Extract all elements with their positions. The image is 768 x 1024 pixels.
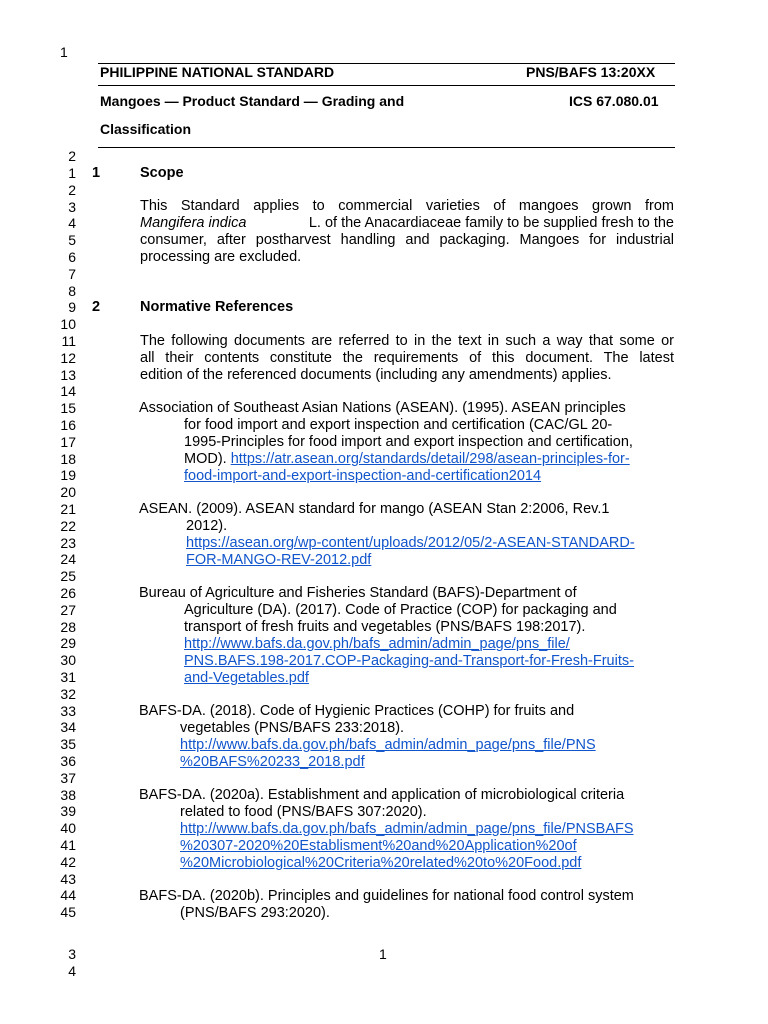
reference-link[interactable]: %20Microbiological%20Criteria%20related%20to%20Food.pdf [180, 855, 582, 871]
reference-link[interactable]: FOR-MANGO-REV-2012.pdf [186, 552, 372, 568]
reference-line: ASEAN. (2009). ASEAN standard for mango (ASEAN Stan 2:2006, Rev.1 [139, 501, 610, 517]
document-subtitle-line2: Classification [100, 121, 192, 137]
line-number: 6 [68, 249, 76, 265]
line-number: 42 [60, 853, 76, 870]
reference-link[interactable]: PNS.BAFS.198-2017.COP-Packaging-and-Transport-for-Fresh-Fruits- [184, 653, 634, 669]
reference-line: BAFS-DA. (2018). Code of Hygienic Practices (COHP) for fruits and [139, 703, 575, 719]
reference-line [184, 451, 630, 468]
reference-link[interactable]: food-import-and-export-inspection-and-certification2014 [184, 468, 542, 484]
line-number: 26 [60, 585, 76, 601]
reference-link[interactable]: https://asean.org/wp-content/uploads/2012/05/2-ASEAN-STANDARD- [186, 535, 635, 551]
line-number: 35 [60, 736, 76, 753]
line-number: 14 [60, 383, 76, 400]
reference-link[interactable]: %20BAFS%20233_2018.pdf [180, 754, 365, 770]
line-number: 41 [60, 837, 76, 853]
line-number: 19 [60, 467, 76, 484]
line-number: 4 [68, 215, 76, 232]
scope-paragraph-line: processing are excluded. [140, 249, 302, 265]
line-number: 23 [60, 534, 76, 551]
reference-link[interactable]: and-Vegetables.pdf [184, 670, 309, 686]
line-number: 9 [68, 299, 76, 316]
line-number: 25 [60, 568, 76, 585]
document-subtitle-line1: Mangoes — Product Standard — Grading and [100, 93, 405, 109]
footer-line-number: 3 [68, 946, 76, 962]
section-number: 1 [92, 165, 101, 181]
reference-text: MOD). [184, 451, 227, 467]
reference-link[interactable]: http://www.bafs.da.gov.ph/bafs_admin/admin_page/pns_file/ [184, 636, 570, 652]
line-number: 31 [60, 669, 76, 685]
scope-paragraph-line: consumer, after postharvest handling and packaging. Mangoes for industrial [140, 232, 674, 248]
line-number: 37 [60, 769, 76, 786]
line-number: 36 [60, 753, 76, 769]
line-number: 11 [61, 333, 76, 349]
reference-link[interactable]: http://www.bafs.da.gov.ph/bafs_admin/admin_page/pns_file/PNS [180, 737, 596, 753]
normative-intro-line: edition of the referenced documents (including any amendments) applies. [140, 367, 612, 383]
top-line-number: 1 [60, 44, 68, 60]
line-number: 16 [60, 417, 76, 433]
line-number: 10 [60, 316, 76, 333]
normative-intro-line: The following documents are referred to in the text in such a way that some or [140, 333, 674, 349]
line-number: 5 [68, 232, 76, 249]
line-number: 39 [60, 803, 76, 820]
reference-line: Bureau of Agriculture and Fisheries Standard (BAFS)-Department of [139, 585, 577, 601]
reference-line: Association of Southeast Asian Nations (ASEAN). (1995). ASEAN principles [139, 400, 626, 416]
reference-line: for food import and export inspection and certification (CAC/GL 20- [184, 417, 613, 433]
line-number: 27 [60, 601, 76, 618]
normative-intro-line: all their contents constitute the requirements of this document. The latest [140, 350, 674, 366]
line-number: 38 [60, 786, 76, 803]
line-number: 1 [68, 165, 76, 181]
line-number: 32 [60, 685, 76, 702]
section-title-scope: Scope [140, 165, 184, 181]
reference-line: Agriculture (DA). (2017). Code of Practice (COP) for packaging and [184, 602, 617, 618]
line-number: 24 [60, 551, 76, 568]
section-title-normative-references: Normative References [140, 299, 294, 315]
reference-line: 1995-Principles for food import and export inspection and certification, [184, 434, 633, 450]
line-number: 20 [60, 484, 76, 501]
scientific-name: Mangifera indica [140, 215, 247, 231]
section-number: 2 [92, 299, 101, 315]
scope-line-rest: L. of the Anacardiaceae family to be supplied fresh to the [308, 215, 674, 231]
reference-line: (PNS/BAFS 293:2020). [180, 905, 330, 921]
line-number: 18 [60, 450, 76, 467]
line-number-pre: 2 [68, 148, 76, 164]
scope-paragraph-line [140, 215, 674, 232]
reference-line: transport of fresh fruits and vegetables (PNS/BAFS 198:2017). [184, 619, 586, 635]
line-number: 34 [60, 719, 76, 736]
line-number: 17 [60, 433, 76, 450]
document-header-title: PHILIPPINE NATIONAL STANDARD [100, 64, 335, 80]
reference-link[interactable]: %20307-2020%20Establisment%20and%20Application%20of [180, 838, 577, 854]
line-number: 29 [60, 635, 76, 652]
line-number: 21 [60, 501, 76, 517]
ics-code: ICS 67.080.01 [569, 93, 659, 109]
line-number: 43 [60, 870, 76, 887]
line-number: 28 [60, 618, 76, 635]
line-number: 45 [60, 904, 76, 921]
reference-line: related to food (PNS/BAFS 307:2020). [180, 804, 427, 820]
scope-paragraph-line: This Standard applies to commercial varieties of mangoes grown from [140, 198, 674, 214]
reference-link[interactable]: https://atr.asean.org/standards/detail/298/asean-principles-for- [230, 451, 630, 467]
header-mid-rule [98, 85, 675, 86]
line-number: 2 [68, 181, 76, 198]
line-number: 33 [60, 702, 76, 719]
document-code: PNS/BAFS 13:20XX [526, 64, 656, 80]
reference-line: vegetables (PNS/BAFS 233:2018). [180, 720, 405, 736]
line-number: 3 [68, 198, 76, 215]
reference-line: BAFS-DA. (2020a). Establishment and application of microbiological criteria [139, 787, 625, 803]
header-bottom-rule [98, 147, 675, 148]
line-number: 7 [68, 265, 76, 282]
line-number: 30 [60, 652, 76, 669]
line-number: 40 [60, 820, 76, 837]
line-number: 15 [60, 400, 76, 417]
reference-line: 2012). [186, 518, 228, 534]
page-number: 1 [379, 946, 387, 962]
line-number: 13 [60, 366, 76, 383]
line-number: 44 [60, 887, 76, 904]
reference-line: BAFS-DA. (2020b). Principles and guidelines for national food control system [139, 888, 634, 904]
line-number: 22 [60, 517, 76, 534]
reference-link[interactable]: http://www.bafs.da.gov.ph/bafs_admin/admin_page/pns_file/PNSBAFS [180, 821, 634, 837]
line-number: 12 [60, 349, 76, 366]
footer-line-number: 4 [68, 963, 76, 979]
line-number: 8 [68, 282, 76, 299]
